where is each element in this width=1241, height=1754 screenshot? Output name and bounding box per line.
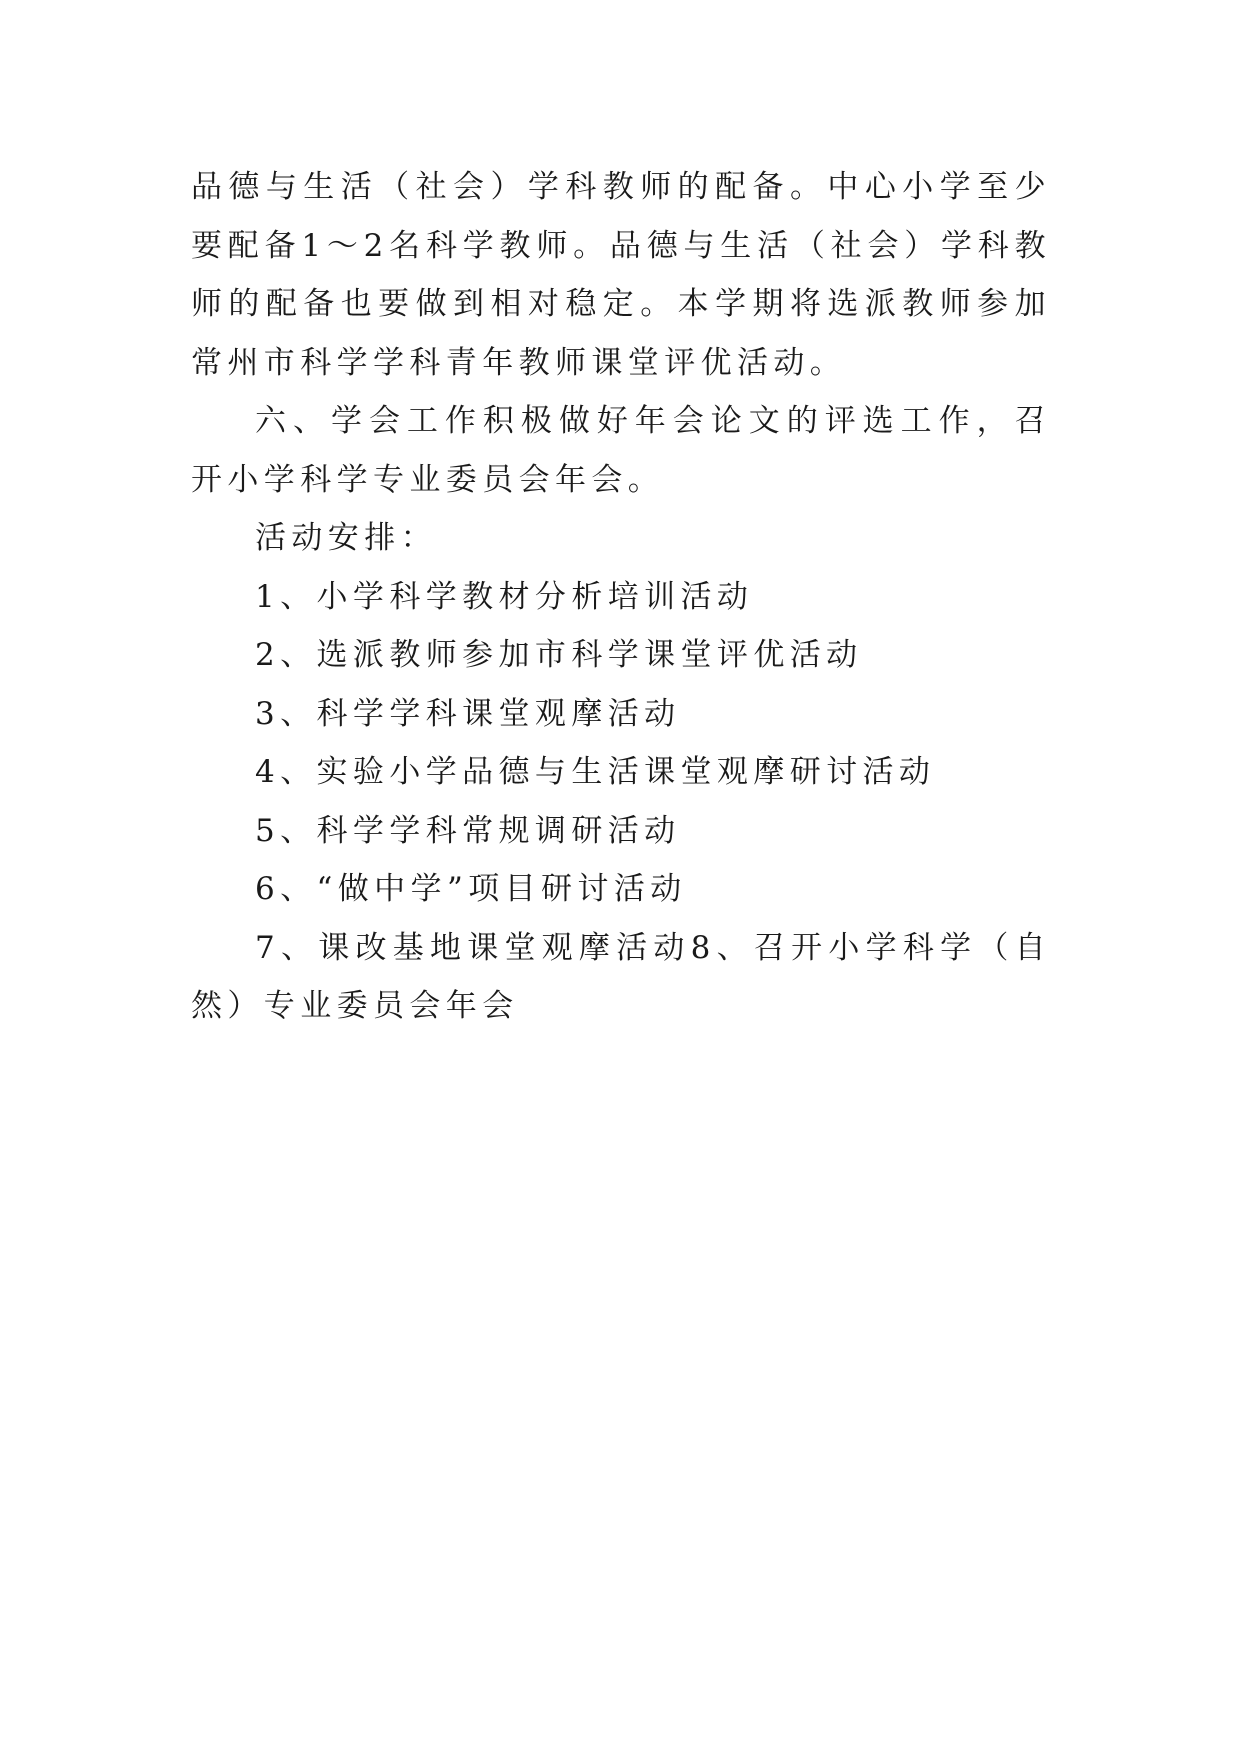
activity-item-5: 5、科学学科常规调研活动	[255, 812, 681, 849]
activity-schedule-heading: 活动安排：	[255, 520, 437, 556]
document-body	[191, 158, 1051, 1036]
activity-item-7-8: 7、课改基地课堂观摩活动8、召开小学科学（自然）专业委员会年会	[191, 929, 1051, 1024]
activity-item-6: 6、“做中学”项目研讨活动	[255, 871, 687, 907]
activity-item-1: 1、小学科学教材分析培训活动	[255, 578, 754, 615]
activity-item-3: 3、科学学科课堂观摩活动	[255, 695, 681, 732]
paragraph-teacher-staffing: 品德与生活（社会）学科教师的配备。中心小学至少要配备1～2名科学教师。品德与生活（社会）学科教师的配备也要做到相对稳定。本学期将选派教师参加常州市科学学科青年教师课堂评优活动。	[191, 169, 1051, 381]
paragraph-society-work: 六、学会工作积极做好年会论文的评选工作，召开小学科学专业委员会年会。	[191, 403, 1051, 498]
activity-item-2: 2、选派教师参加市科学课堂评优活动	[255, 637, 863, 673]
activity-item-4: 4、实验小学品德与生活课堂观摩研讨活动	[255, 754, 936, 790]
